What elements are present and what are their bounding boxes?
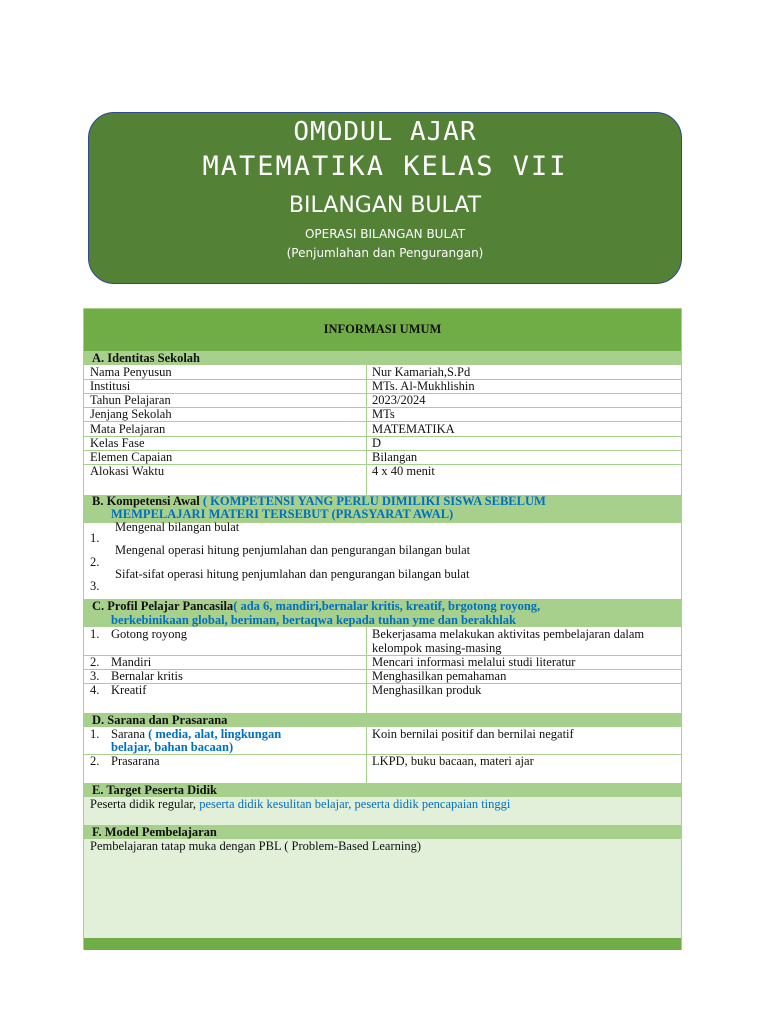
field-note2: belajar, bahan bacaan)	[111, 740, 234, 754]
banner-subtitle2: (Penjumlahan dan Pengurangan)	[286, 246, 484, 260]
list-number: 4.	[90, 683, 100, 697]
divider	[366, 365, 367, 495]
field-label: Elemen Capaian	[90, 450, 173, 464]
field-label: Prasarana	[111, 754, 160, 768]
field-value: D	[372, 436, 382, 450]
field-label: Nama Penyusun	[90, 365, 172, 379]
field-label: Sarana	[111, 727, 146, 741]
field-label: Mandiri	[111, 655, 152, 669]
field-note: ( media, alat, lingkungan	[148, 727, 282, 741]
field-label: Alokasi Waktu	[90, 464, 165, 478]
list-item: Mengenal bilangan bulat	[115, 520, 240, 534]
field-value: Menghasilkan produk	[372, 683, 482, 697]
field-value: Mencari informasi melalui studi literatur	[372, 655, 576, 669]
target-text-blue: peserta didik kesulitan belajar, peserta didik pencapaian tinggi	[199, 797, 511, 811]
list-number: 2.	[90, 655, 100, 669]
field-label: Tahun Pelajaran	[90, 393, 171, 407]
list-number: 2.	[90, 555, 100, 569]
section-e-title: E. Target Peserta Didik	[92, 783, 217, 797]
field-value: Koin bernilai positif dan bernilai negatif	[372, 727, 574, 741]
list-number: 3.	[90, 669, 100, 683]
model-text: Pembelajaran tatap muka dengan PBL ( Problem-Based Learning)	[90, 839, 422, 853]
banner-subtitle: OPERASI BILANGAN BULAT	[304, 227, 466, 241]
field-value: Menghasilkan pemahaman	[372, 669, 507, 683]
divider	[366, 727, 367, 783]
field-label: Kelas Fase	[90, 436, 145, 450]
section-f-title: F. Model Pembelajaran	[92, 825, 217, 839]
section-c-note: ( ada 6, mandiri,bernalar kritis, kreatif, brgotong royong,	[233, 599, 541, 613]
section-a-title: A. Identitas Sekolah	[92, 351, 201, 365]
field-value: Bekerjasama melakukan aktivitas pembelajaran dalam	[372, 627, 645, 641]
field-label: Jenjang Sekolah	[90, 407, 172, 421]
field-value: LKPD, buku bacaan, materi ajar	[372, 754, 534, 768]
list-number: 1.	[90, 627, 100, 641]
section-b-title: B. Kompetensi Awal	[92, 494, 200, 508]
field-value: MTs. Al-Mukhlishin	[372, 379, 475, 393]
section-b-note: ( KOMPETENSI YANG PERLU DIMILIKI SISWA SEBELUM	[202, 494, 546, 508]
banner-line2: MATEMATIKA KELAS VII	[202, 151, 568, 182]
field-value: MATEMATIKA	[372, 422, 455, 436]
section-c-note2: berkebinikaan global, beriman, bertaqwa kepada tuhan yme dan berakhlak	[111, 613, 516, 627]
list-number: 3.	[90, 579, 100, 593]
divider	[84, 436, 681, 437]
field-label: Mata Pelajaran	[90, 422, 166, 436]
list-item: Mengenal operasi hitung penjumlahan dan pengurangan bilangan bulat	[115, 543, 471, 557]
list-item: Sifat-sifat operasi hitung penjumlahan dan pengurangan bilangan bulat	[115, 567, 470, 581]
field-label: Kreatif	[111, 683, 147, 697]
banner-line1: OMODUL AJAR	[293, 117, 477, 147]
field-value: 2023/2024	[372, 393, 426, 407]
section-d-title: D. Sarana dan Prasarana	[92, 713, 228, 727]
info-footer	[84, 938, 681, 950]
divider	[366, 627, 367, 713]
target-text: Peserta didik regular,	[90, 797, 197, 811]
field-label: Gotong royong	[111, 627, 188, 641]
field-label: Bernalar kritis	[111, 669, 183, 683]
field-value-cont: kelompok masing-masing	[372, 641, 502, 655]
banner-title: BILANGAN BULAT	[288, 193, 482, 218]
list-number: 1.	[90, 727, 100, 741]
field-value: Bilangan	[372, 450, 418, 464]
list-number: 1.	[90, 531, 100, 545]
info-table	[83, 308, 682, 950]
field-label: Institusi	[90, 379, 131, 393]
list-number: 2.	[90, 754, 100, 768]
section-b-note2: MEMPELAJARI MATERI TERSEBUT (PRASYARAT AWAL)	[111, 507, 454, 521]
info-heading: INFORMASI UMUM	[323, 322, 442, 336]
field-value: MTs	[372, 407, 395, 421]
field-value: Nur Kamariah,S.Pd	[372, 365, 471, 379]
section-f-body	[84, 839, 681, 938]
title-banner	[88, 112, 682, 284]
section-c-title: C. Profil Pelajar Pancasila	[92, 599, 234, 613]
field-value: 4 x 40 menit	[372, 464, 435, 478]
